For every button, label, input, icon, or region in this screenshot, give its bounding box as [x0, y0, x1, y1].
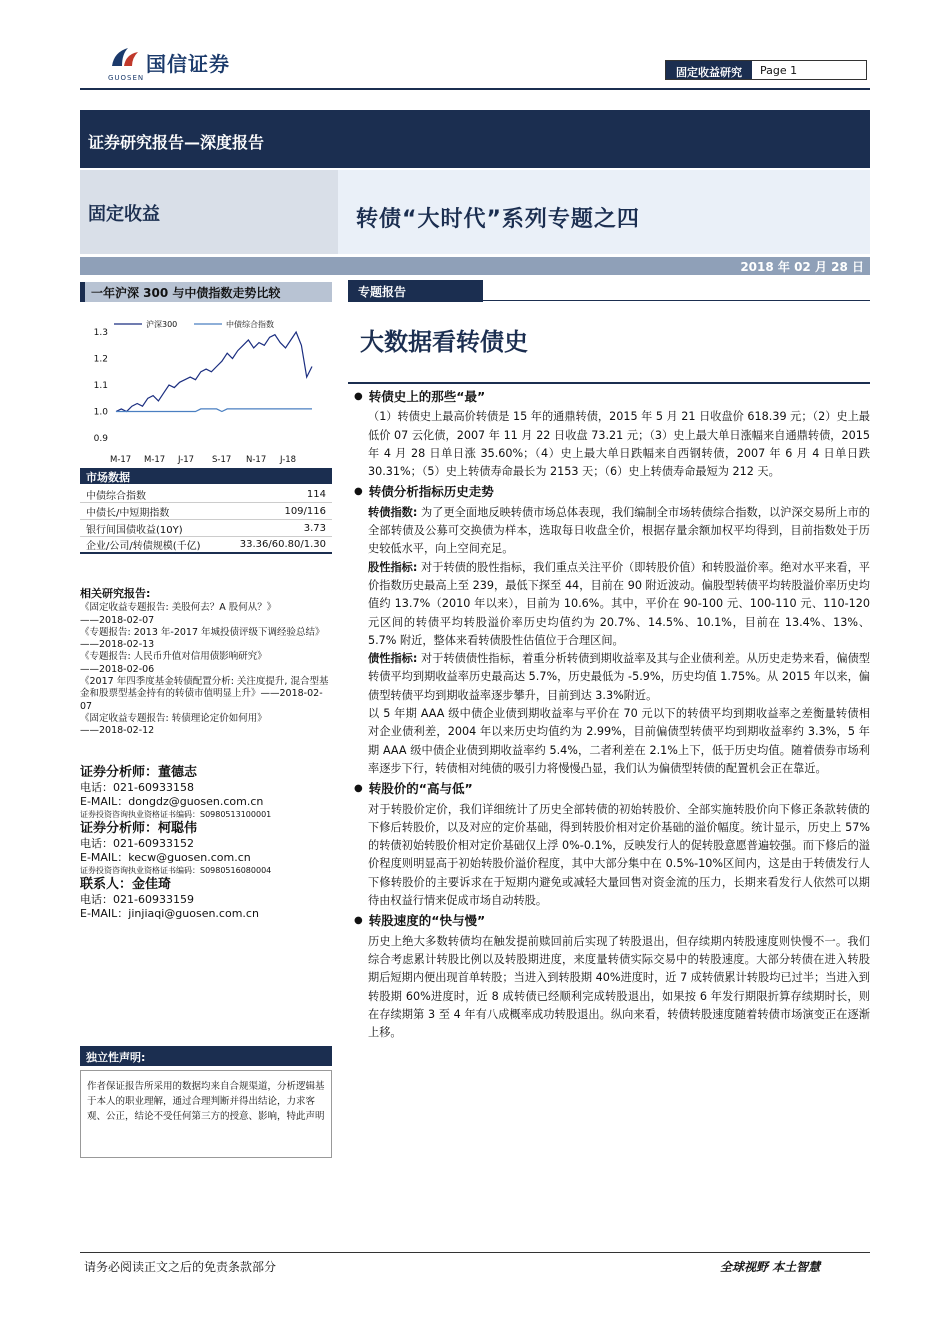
- market-label: 银行间国债收益(10Y): [86, 524, 183, 536]
- related-item[interactable]: 《固定收益专题报告: 转债理论定价如何用》: [80, 712, 267, 724]
- independence-header: 独立性声明:: [80, 1046, 332, 1066]
- paragraph-text: 对于转股价定价，我们详细统计了历史全部转债的初始转股价、全部实施转股价向下修正条款转债的下修后转股价，以及对应的定价基础，得到转股价相对定价基础的溢价幅度。统计显示，历史上 57%的转债初始转股价相对定价基础仅上浮 0%-0.1%，反映发行人的促转股意愿普遍较强。而下修后的溢价程度则明显高于初始转股价溢价程度，其中大部分集中在 0.5%-10%区间内，这是由于转债发行人下修转股价的主要诉求在于短期内避免或减轻大量回售对资金流的压力，长期来看发行人依然可以期待由权益行情来促成市场自动转股。: [368, 802, 870, 908]
- paragraph-text: 为了更全面地反映转债市场总体表现，我们编制全市场转债综合指数，以沪深交易所上市的全部转债及公募可交换债为样本，选取每日收盘全价，根据存量余额加权平均得到，目前指数处于历史较低水平，向上空间充足。: [368, 505, 870, 556]
- analyst-name: 证券分析师：柯聪伟: [80, 821, 198, 836]
- contact-phone: 电话：021-60933159: [80, 893, 194, 906]
- company-logo: [108, 44, 248, 84]
- footer-slogan: 全球视野 本土智慧: [720, 1260, 821, 1274]
- title-divider: [348, 382, 870, 384]
- market-value: 109/116: [284, 505, 326, 517]
- contact-name: 联系人：金佳琦: [80, 877, 172, 892]
- x-tick-label: J-17: [178, 455, 195, 465]
- market-row: [80, 537, 332, 554]
- footer-disclaimer[interactable]: 请务必阅读正文之后的免责条款部分: [84, 1260, 277, 1274]
- analyst-name: 证券分析师：董德志: [80, 765, 198, 780]
- paragraph-lead: 债性指标:: [368, 652, 418, 666]
- page-label: Page 1: [760, 64, 798, 77]
- paragraph: [354, 650, 870, 705]
- paragraph-text: 对于转债债性指标，着重分析转债到期收益率及其与企业债利差。从历史走势来看，偏债型转债平均到期收益率历史最高达 5.7%，历史最低为 -5.9%，历史均值 1.75%。从 2015 年以来，偏债型转债平均到期收益率逐步攀升，目前到达 3.3%附近。: [368, 652, 870, 702]
- market-label: 中债长/中短期指数: [86, 507, 170, 519]
- paragraph: [354, 801, 870, 911]
- related-header: 相关研究报告:: [80, 587, 151, 600]
- x-tick-label: M-17: [144, 455, 166, 465]
- related-reports: [80, 588, 332, 738]
- paragraph: [354, 408, 870, 481]
- market-row: [80, 486, 332, 503]
- market-data-table: [80, 486, 332, 554]
- market-label: 中债综合指数: [86, 490, 146, 502]
- related-item: ——2018-02-12: [80, 725, 155, 737]
- market-row: [80, 503, 332, 520]
- related-item[interactable]: 《专题报告: 人民币升值对信用债影响研究》: [80, 651, 267, 663]
- report-tag: 专题报告: [348, 280, 483, 302]
- sector-box: [80, 170, 338, 254]
- series-line: [116, 409, 312, 412]
- y-tick-label: 1.3: [93, 328, 108, 338]
- related-item: ——2018-02-06: [80, 663, 155, 675]
- related-item[interactable]: 《固定收益专题报告: 美股何去？A 股何从？》: [80, 602, 277, 614]
- market-label: 企业/公司/转债规模(千亿): [86, 541, 201, 552]
- y-tick-label: 1.0: [93, 407, 108, 418]
- paragraph-lead: 转债指数:: [368, 505, 418, 519]
- tag-divider: [348, 300, 870, 301]
- analyst-license: 证券投资咨询执业资格证书编码：S0980513100001: [80, 810, 272, 819]
- analyst-license: 证券投资咨询执业资格证书编码：S0980516080004: [80, 866, 272, 875]
- sector-label: 固定收益: [88, 204, 160, 225]
- series-title: 转债“大时代”系列专题之四: [356, 207, 640, 232]
- header-tag-box: [665, 60, 867, 80]
- related-item: ——2018-02-07: [80, 614, 155, 626]
- section-heading: ● 转债史上的那些“最”: [354, 388, 870, 406]
- x-tick-label: J-18: [280, 455, 297, 465]
- category-label: 固定收益研究: [666, 61, 752, 79]
- market-value: 33.36/60.80/1.30: [239, 539, 326, 550]
- report-type-band: [80, 110, 870, 168]
- y-tick-label: 0.9: [93, 434, 108, 444]
- company-name-en: GUOSEN: [108, 74, 145, 82]
- legend-label: 沪深300: [146, 320, 178, 329]
- related-item[interactable]: 《专题报告: 2013 年-2017 年城投债评级下调经验总结》——2018-02-13: [80, 626, 325, 651]
- section-heading: ● 转股速度的“快与慢”: [354, 912, 870, 930]
- paragraph-text: （1）转债史上最高价转债是 15 年的通鼎转债，2015 年 5 月 21 日收盘价 618.39 元；（2）史上最低价 07 云化债，2007 年 11 月 22 日收盘 73.21 元；（3）史上最大单日涨幅来自通鼎转债，2015 年 4 月 28 日单日涨 35.60%；（4）史上最大单日跌幅来自西钢转债，2007 年 6 月 4 日单日跌 30.31%；（5）史上转债寿命最长为 2153 天；（6）史上转债寿命最短为 212 天。: [368, 410, 870, 479]
- series-line: [116, 332, 312, 412]
- paragraph: [354, 504, 870, 559]
- main-body: [354, 386, 870, 1042]
- paragraph-text: 以 5 年期 AAA 级中债企业债到期收益率与平价在 70 元以下的转债平均到期收益率之差衡量转债相对企业债利差，2004 年以来历史均值约为 2.99%，目前偏债型转债平均到期收益率约 3.3%，5 年期 AAA 级中债企业债到期收益率约 5.4%，二者利差在 2.1%上下，低于历史均值。随着债券市场利率逐步下行，转债相对纯债的吸引力将慢慢凸显，我们认为偏债型转债的配置机会正在靠近。: [368, 707, 870, 775]
- paragraph-text: 历史上绝大多数转债均在触发提前赎回前后实现了转股退出，但存续期内转股速度则快慢不一。我们综合考虑累计转股比例以及转股期进度，来度量转债实际交易中的转股速度。大部分转债在进入转股期后短期内便出现首单转股；当进入到转股期 40%进度时，近 7 成转债累计转股均已过半；当进入到转股期 60%进度时，近 8 成转债已经顺利完成转股退出，如果按 6 年发行期限折算存续期时长，则在存续期第 3 至 4 年有八成概率成功转股退出。纵向来看，转债转股速度随着转债市场演变正在逐渐上移。: [368, 934, 870, 1040]
- paragraph-lead: 股性指标:: [368, 560, 418, 574]
- paragraph-text: 对于转债的股性指标，我们重点关注平价（即转股价值）和转股溢价率。绝对水平来看，平价指数历史最高上至 239，最低下探至 44，目前在 90 附近波动。偏股型转债平均转股溢价率历史均值约 13.7%（2010 年以来），目前为 10.6%。其中，平价在 90-100 元、100-110 元、110-120 元区间的转债平均转股溢价率历史均值约为 20.7%、14.5%、10.1%，目前在 13.4%、13%、5.7% 附近，整体来看转债股性估值位于合理区间。: [368, 560, 870, 647]
- report-type: 证券研究报告—深度报告: [88, 133, 265, 152]
- legend-label: 中债综合指数: [226, 320, 274, 329]
- company-name: 国信证券: [146, 52, 230, 76]
- title-band: [80, 170, 870, 254]
- page-title: 大数据看转债史: [360, 328, 528, 356]
- chart-header: 一年沪深 300 与中债指数走势比较: [80, 282, 332, 302]
- analyst-email[interactable]: E-MAIL：dongdz@guosen.com.cn: [80, 795, 264, 808]
- index-comparison-chart: [80, 310, 332, 470]
- footer-divider: [80, 1252, 870, 1253]
- x-tick-label: M-17: [110, 455, 132, 465]
- x-tick-label: N-17: [246, 455, 267, 465]
- independence-statement: 作者保证报告所采用的数据均来自合规渠道，分析逻辑基于本人的职业理解，通过合理判断并得出结论，力求客观、公正，结论不受任何第三方的授意、影响，特此声明: [80, 1070, 332, 1158]
- section-heading: ● 转债分析指标历史走势: [354, 483, 870, 501]
- paragraph: [354, 705, 870, 778]
- paragraph: [354, 559, 870, 650]
- analyst-contacts: [80, 764, 340, 921]
- y-tick-label: 1.2: [93, 354, 108, 365]
- related-item[interactable]: 《2017 年四季度基金转债配置分析: 关注度提升, 混合型基金和股票型基金持有的转债市值明显上升》——2018-02-07: [80, 676, 329, 712]
- contact-email[interactable]: E-MAIL：jinjiaqi@guosen.com.cn: [80, 907, 259, 920]
- header-divider: [80, 88, 870, 90]
- analyst-email[interactable]: E-MAIL：kecw@guosen.com.cn: [80, 851, 251, 864]
- section-heading: ● 转股价的“高与低”: [354, 780, 870, 798]
- report-date: 2018 年 02 月 28 日: [740, 260, 864, 274]
- date-bar: [80, 257, 870, 275]
- market-data-header: 市场数据: [80, 468, 332, 484]
- analyst-phone: 电话：021-60933152: [80, 837, 194, 850]
- guosen-logo-icon: [108, 44, 142, 72]
- market-row: [80, 520, 332, 537]
- paragraph: [354, 933, 870, 1043]
- market-value: 114: [306, 488, 326, 500]
- market-value: 3.73: [303, 522, 326, 534]
- analyst-phone: 电话：021-60933158: [80, 781, 194, 794]
- y-tick-label: 1.1: [93, 381, 108, 391]
- x-tick-label: S-17: [212, 455, 232, 465]
